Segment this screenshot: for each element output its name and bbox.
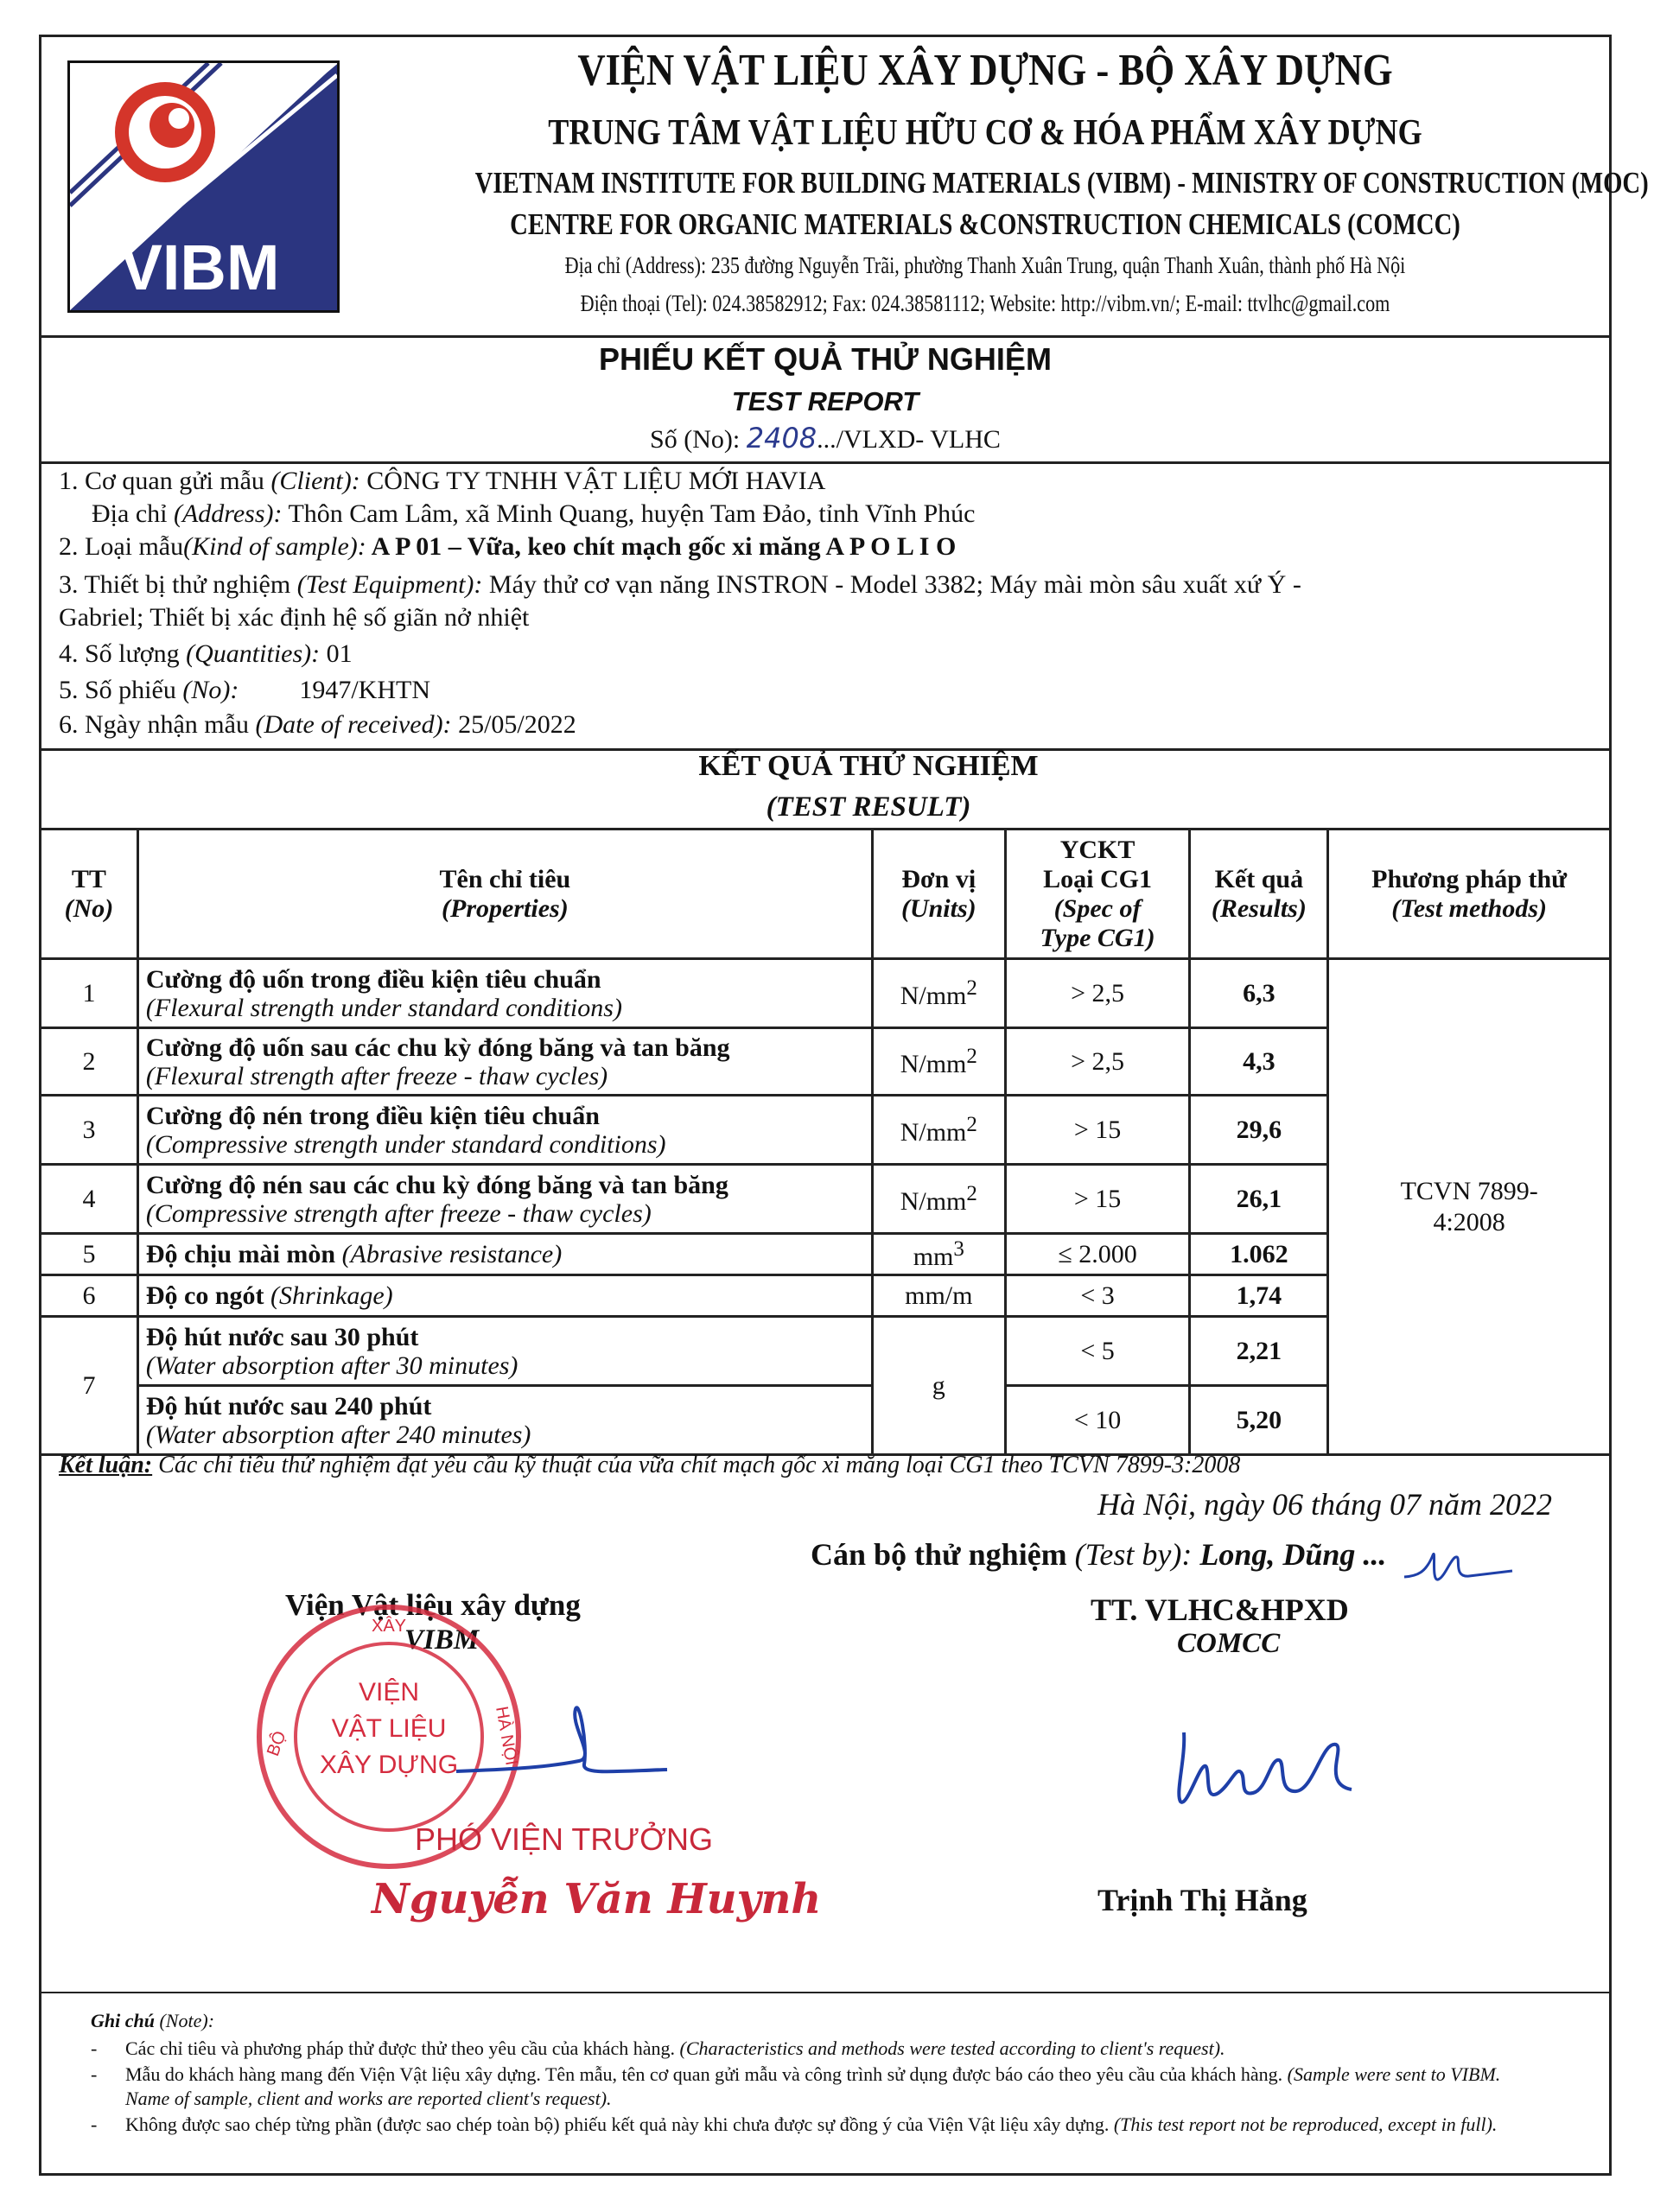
equipment-line: 3. Thiết bị thử nghiệm (Test Equipment): Máy thử cơ vạn năng INSTRON - Model 3382; Máy mài mòn sâu xuất xứ Ý - — [59, 570, 1301, 599]
note-item: - Các chỉ tiêu và phương pháp thử được thử theo yêu cầu của khách hàng. (Characteristics and methods were tested according to client's request). — [91, 2037, 1543, 2061]
col-properties-header: Tên chỉ tiêu (Properties) — [137, 830, 872, 959]
row-result: 26,1 — [1190, 1165, 1328, 1234]
institute-name: VIỆN VẬT LIỆU XÂY DỰNG - BỘ XÂY DỰNG — [577, 46, 1393, 95]
row-no: 3 — [41, 1096, 138, 1165]
centre-name: TRUNG TÂM VẬT LIỆU HỮU CƠ & HÓA PHẨM XÂY DỰNG — [548, 113, 1422, 153]
row-result: 6,3 — [1190, 959, 1328, 1028]
row-spec: > 15 — [1005, 1096, 1190, 1165]
report-title: PHIẾU KẾT QUẢ THỬ NGHIỆM — [599, 341, 1052, 377]
row-no: 4 — [41, 1165, 138, 1234]
row-result: 29,6 — [1190, 1096, 1328, 1165]
row-unit: $N/mm^2$ — [872, 1165, 1005, 1234]
row-property: Độ chịu mài mòn (Abrasive resistance) — [137, 1234, 872, 1275]
row-unit: $N/mm^2$ — [872, 1096, 1005, 1165]
test-by-signature — [1400, 1538, 1521, 1590]
results-title-en: (TEST RESULT) — [766, 791, 971, 823]
stamp-line-2: VẬT LIỆU — [331, 1714, 447, 1743]
notes-title: Ghi chú (Note): — [91, 2010, 215, 2031]
row-spec: < 5 — [1005, 1317, 1190, 1386]
deputy-title: PHÓ VIỆN TRƯỞNG — [415, 1821, 713, 1857]
vibm-logo — [67, 60, 340, 313]
row-unit: g — [872, 1317, 1005, 1455]
row-property: Độ hút nước sau 30 phút (Water absorption after 30 minutes) — [137, 1317, 872, 1386]
contact-line: Điện thoại (Tel): 024.38582912; Fax: 024.38581112; Website: http://vibm.vn/; E-mail: ttvlhc@gmail.com — [580, 290, 1390, 316]
stamp-side-left: BỘ — [264, 1728, 290, 1759]
right-org: TT. VLHC&HPXD — [1091, 1592, 1349, 1627]
stamp-line-1: VIỆN — [358, 1678, 420, 1707]
report-number — [39, 422, 1612, 454]
row-property: Cường độ uốn sau các chu kỳ đóng băng và tan băng (Flexural strength after freeze - thaw cycles) — [137, 1028, 872, 1096]
logo-text: VIBM — [119, 232, 280, 303]
row-no: 1 — [41, 959, 138, 1028]
stamp-line-3: XÂY DỰNG — [319, 1751, 459, 1779]
row-no: 7 — [41, 1317, 138, 1455]
report-number-handwritten: 2408 — [746, 422, 817, 454]
results-title: KẾT QUẢ THỬ NGHIỆM — [698, 750, 1039, 782]
equipment-line-2: Gabriel; Thiết bị xác định hệ số giãn nở nhiệt — [59, 603, 530, 632]
left-org: Viện Vật liệu xây dựng — [285, 1588, 581, 1622]
report-number-suffix: /VLXD- VLHC — [836, 425, 1001, 454]
address-line: Địa chỉ (Address): 235 đường Nguyễn Trãi, phường Thanh Xuân Trung, quận Thanh Xuân, thành phố Hà Nội — [564, 252, 1406, 278]
row-unit: $N/mm^2$ — [872, 959, 1005, 1028]
row-result: 1.062 — [1190, 1234, 1328, 1275]
report-number-dots: ... — [817, 425, 837, 454]
manager-name: Trịnh Thị Hằng — [1097, 1883, 1307, 1917]
row-property: Độ co ngót (Shrinkage) — [137, 1275, 872, 1317]
row-property: Cường độ nén sau các chu kỳ đóng băng và tan băng (Compressive strength after freeze - thaw cycles) — [137, 1165, 872, 1234]
stamp-ring-top: XÂY — [371, 1617, 407, 1636]
received-line: 6. Ngày nhận mẫu (Date of received): 25/05/2022 — [59, 710, 576, 739]
col-results-header: Kết quả (Results) — [1190, 830, 1328, 959]
row-spec: > 2,5 — [1005, 1028, 1190, 1096]
row-property: Cường độ uốn trong điều kiện tiêu chuẩn (Flexural strength under standard conditions) — [137, 959, 872, 1028]
row-spec: > 15 — [1005, 1165, 1190, 1234]
row-no: 5 — [41, 1234, 138, 1275]
row-unit: $mm^3$ — [872, 1234, 1005, 1275]
row-result: 5,20 — [1190, 1386, 1328, 1455]
row-unit: mm/m — [872, 1275, 1005, 1317]
row-spec: ≤ 2.000 — [1005, 1234, 1190, 1275]
col-spec-header: YCKT Loại CG1 (Spec of Type CG1) — [1005, 830, 1190, 959]
row-spec: > 2,5 — [1005, 959, 1190, 1028]
method-cell: TCVN 7899-4:2008 — [1328, 959, 1611, 1455]
note-item: - Mẫu do khách hàng mang đến Viện Vật liệu xây dựng. Tên mẫu, tên cơ quan gửi mẫu và công trình sử dụng được báo cáo theo yêu cầu của khách hàng. (Sample were sent to VIBM. Name of sample, client and works are reported client's request). — [91, 2063, 1543, 2111]
row-spec: < 10 — [1005, 1386, 1190, 1455]
table-row — [41, 959, 1611, 1028]
col-units-header: Đơn vị (Units) — [872, 830, 1005, 959]
sample-line: 2. Loại mẫu(Kind of sample): A P 01 – Vữa, keo chít mạch gốc xi măng A P O L I O — [59, 532, 957, 561]
results-table — [39, 828, 1612, 1456]
right-org-sub: COMCC — [1177, 1628, 1281, 1659]
stamp-side-right: HÀ NỘI — [492, 1705, 521, 1767]
notes-divider — [39, 1992, 1612, 1993]
notes-section — [91, 2009, 1543, 2139]
address-info-line: Địa chỉ (Address): Thôn Cam Lâm, xã Minh Quang, huyện Tam Đảo, tỉnh Vĩnh Phúc — [92, 499, 976, 528]
row-spec: < 3 — [1005, 1275, 1190, 1317]
title-divider — [39, 461, 1612, 464]
table-header-row — [41, 830, 1611, 959]
institute-name-en: VIETNAM INSTITUTE FOR BUILDING MATERIALS (VIBM) - MINISTRY OF CONSTRUCTION (MOC) — [474, 166, 1649, 200]
test-by-line: Cán bộ thử nghiệm (Test by): Long, Dũng ... — [811, 1537, 1387, 1572]
report-title-en: TEST REPORT — [731, 386, 919, 416]
client-line: 1. Cơ quan gửi mẫu (Client): CÔNG TY TNHH VẬT LIỆU MỚI HAVIA — [59, 467, 826, 495]
report-number-label: Số (No): — [650, 425, 741, 454]
deputy-name: Nguyễn Văn Huynh — [372, 1875, 822, 1923]
date-line: Hà Nội, ngày 06 tháng 07 năm 2022 — [1097, 1487, 1552, 1522]
centre-name-en: CENTRE FOR ORGANIC MATERIALS &CONSTRUCTION CHEMICALS (COMCC) — [510, 207, 1460, 241]
note-item: - Không được sao chép từng phần (được sao chép toàn bộ) phiếu kết quả này khi chưa được sự đồng ý của Viện Vật liệu xây dựng. (This test report not be reproduced, except in full). — [91, 2113, 1543, 2137]
col-method-header: Phương pháp thử (Test methods) — [1328, 830, 1611, 959]
director-signature — [449, 1692, 674, 1796]
conclusion: Kết luận: Các chỉ tiêu thử nghiệm đạt yêu cầu kỹ thuật của vữa chít mạch gốc xi măng loại CG1 theo TCVN 7899-3:2008 — [59, 1452, 1241, 1478]
row-result: 1,74 — [1190, 1275, 1328, 1317]
col-no-header: TT (No) — [41, 830, 138, 959]
row-property: Độ hút nước sau 240 phút (Water absorption after 240 minutes) — [137, 1386, 872, 1455]
manager-signature — [1167, 1707, 1365, 1819]
row-result: 2,21 — [1190, 1317, 1328, 1386]
row-no: 6 — [41, 1275, 138, 1317]
ticket-line: 5. Số phiếu (No): 1947/KHTN — [59, 676, 430, 704]
left-org-sub: VIBM — [404, 1624, 480, 1656]
row-property: Cường độ nén trong điều kiện tiêu chuẩn (Compressive strength under standard conditions) — [137, 1096, 872, 1165]
header-divider — [39, 335, 1612, 338]
row-no: 2 — [41, 1028, 138, 1096]
quantity-line: 4. Số lượng (Quantities): 01 — [59, 639, 353, 668]
row-result: 4,3 — [1190, 1028, 1328, 1096]
row-unit: $N/mm^2$ — [872, 1028, 1005, 1096]
